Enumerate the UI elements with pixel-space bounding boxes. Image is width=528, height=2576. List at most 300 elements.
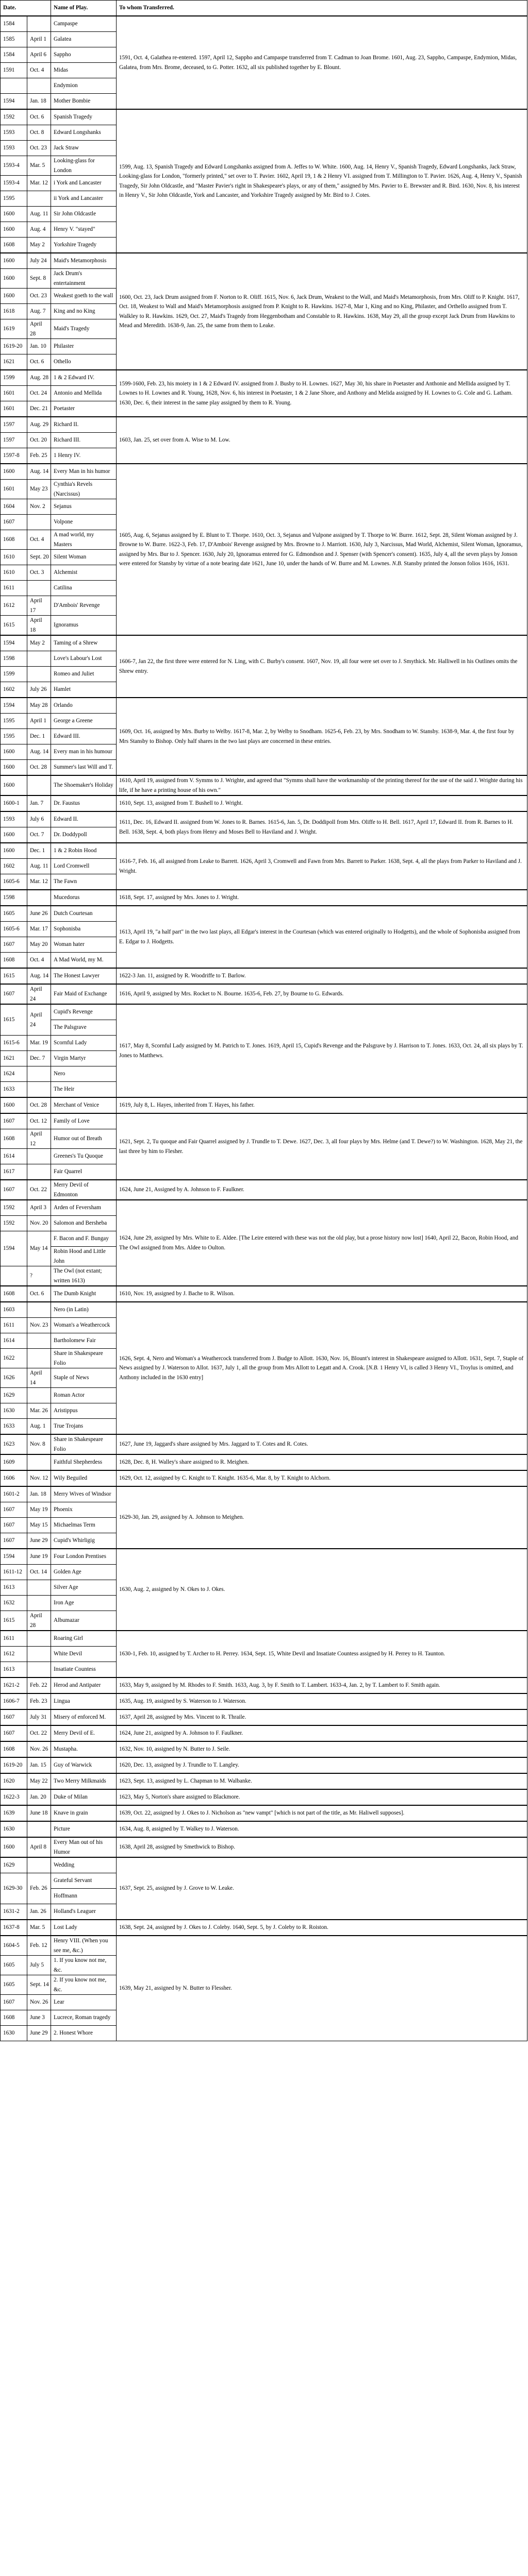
play-name-cell: Sir John Oldcastle: [51, 207, 117, 222]
play-name-cell: Lord Cromwell: [51, 859, 117, 874]
transfer-text: 1639, May 21, assigned by N. Butter to Flessher.: [119, 1985, 232, 1992]
year-cell: 1600: [1, 289, 27, 304]
play-name-cell: Albumazar: [51, 1611, 117, 1631]
year-cell: 1631-2: [1, 1904, 27, 1920]
table-row: [1, 843, 527, 859]
play-name-cell: Merchant of Venice: [51, 1097, 117, 1113]
day-cell: May 2: [27, 635, 51, 651]
year-cell: 1622: [1, 1349, 27, 1368]
transfer-cell: [117, 1631, 527, 1677]
play-name-cell: A Mad World, my M.: [51, 953, 117, 969]
day-cell: Mar. 12: [27, 176, 51, 191]
transfer-text: 1634, Aug. 8, assigned by T. Walkey to J. Waterson.: [119, 1826, 239, 1833]
year-cell: 1633: [1, 1082, 27, 1098]
year-cell: 1607: [1, 937, 27, 953]
day-cell: Nov. 26: [27, 1741, 51, 1757]
transfer-cell: [117, 906, 527, 968]
play-name-cell: Iron Age: [51, 1596, 117, 1611]
table-row: [1, 1097, 527, 1113]
day-cell: April 28: [27, 1611, 51, 1631]
year-cell: 1619-20: [1, 1757, 27, 1773]
play-name-cell: Every man in his humour: [51, 744, 117, 760]
play-name-cell: Virgin Martyr: [51, 1051, 117, 1066]
transfer-cell: [117, 1004, 527, 1097]
table-row: [1, 1434, 527, 1454]
day-cell: Aug. 14: [27, 968, 51, 984]
year-cell: 1607: [1, 1180, 27, 1200]
day-cell: April 12: [27, 1129, 51, 1149]
day-cell: May 14: [27, 1231, 51, 1266]
year-cell: 1597-8: [1, 448, 27, 464]
year-cell: 1600: [1, 269, 27, 289]
year-cell: [1, 1266, 27, 1286]
year-cell: 1608: [1, 1129, 27, 1149]
transfer-cell: [117, 1549, 527, 1631]
day-cell: May 28: [27, 698, 51, 714]
day-cell: [27, 1647, 51, 1662]
table-row: [1, 370, 527, 386]
year-cell: 1606: [1, 1470, 27, 1486]
transfer-text: 1611, Dec. 16, Edward II. assigned from W. Jones to R. Barnes. 1615-6, Jan. 5, Dr. Doddipoll from Mrs. Oliffe to H. Bell. 1617, April 17, Edward II. from R. Barnes to H. Bell. 1638, Sept. 4, both plays from Henry and Moses Bell to Haviland and J. Wright.: [119, 819, 514, 835]
day-cell: July 24: [27, 253, 51, 269]
day-cell: Sept. 14: [27, 1975, 51, 1995]
day-cell: [27, 1580, 51, 1596]
day-cell: June 3: [27, 2010, 51, 2026]
year-cell: 1593: [1, 811, 27, 827]
transfer-cell: [117, 417, 527, 464]
table-row: [1, 1837, 527, 1857]
day-cell: [27, 890, 51, 906]
play-name-cell: Wily Beguiled: [51, 1470, 117, 1486]
transfer-text: 1628, Dec. 8, H. Walley's share assigned to R. Meighen.: [119, 1459, 249, 1466]
play-name-cell: Picture: [51, 1821, 117, 1837]
year-cell: 1632: [1, 1596, 27, 1611]
play-name-cell: Misery of enforced M.: [51, 1709, 117, 1725]
day-cell: Jan. 18: [27, 94, 51, 110]
play-name-cell: Catilina: [51, 581, 117, 596]
year-cell: 1600: [1, 775, 27, 795]
year-cell: 1617: [1, 1164, 27, 1180]
play-name-cell: Herod and Antipater: [51, 1677, 117, 1693]
day-cell: [27, 1333, 51, 1349]
year-cell: 1607: [1, 1995, 27, 2010]
transfer-text: 1624, June 29, assigned by Mrs. White to E. Aldee. [The Leire entered with these was not the old play, but a prose history now lost] 1640, April 22, Bacon, Robin Hood, and The Owl assigned from Mrs. Aldee to Oulton.: [119, 1235, 518, 1251]
day-cell: Jan. 10: [27, 339, 51, 354]
year-cell: 1633: [1, 1419, 27, 1435]
play-name-cell: Dr. Faustus: [51, 795, 117, 811]
play-name-cell: Love's Labour's Lost: [51, 651, 117, 667]
transfer-cell: [117, 1837, 527, 1857]
play-name-cell: Arden of Feversham: [51, 1200, 117, 1216]
play-name-cell: Edward Longshanks: [51, 125, 117, 141]
day-cell: Aug. 14: [27, 464, 51, 480]
transfer-cell: [117, 1302, 527, 1434]
year-cell: 1615-6: [1, 1036, 27, 1051]
note-text: 1 Henry VI, is called 3 Henry VI., Troylus is omitted, and Anthony included in the 1630 entry]: [119, 1365, 514, 1381]
year-cell: 1613: [1, 1662, 27, 1678]
year-cell: 1607: [1, 1518, 27, 1533]
play-name-cell: Phoenix: [51, 1502, 117, 1518]
year-cell: 1621: [1, 1051, 27, 1066]
day-cell: [27, 1454, 51, 1470]
transfer-text: 1629-30, Jan. 29, assigned by A. Johnson to Meighen.: [119, 1514, 244, 1521]
day-cell: Oct. 4: [27, 953, 51, 969]
play-name-cell: F. Bacon and F. Bungay: [51, 1231, 117, 1247]
year-cell: 1599: [1, 370, 27, 386]
table-row: [1, 1486, 527, 1502]
play-name-cell: Woman hater: [51, 937, 117, 953]
transfer-text: 1613, April 19, "a half part" in the two last plays, all Edgar's interest in the Courtesan (which was entered originally to Hodgetts), and the whole of Sophonisba assigned from E. Edgar to J. Hodgetts.: [119, 929, 520, 945]
year-cell: 1607: [1, 515, 27, 530]
play-name-cell: Nero (in Latin): [51, 1302, 117, 1318]
day-cell: [27, 1066, 51, 1082]
year-cell: 1607: [1, 1113, 27, 1129]
year-cell: 1593-4: [1, 176, 27, 191]
transfer-text: 1610, Nov. 19, assigned by J. Bache to R. Wilson.: [119, 1291, 235, 1297]
day-cell: [27, 1302, 51, 1318]
transfer-cell: [117, 1920, 527, 1936]
day-cell: June 19: [27, 1549, 51, 1565]
day-cell: July 31: [27, 1709, 51, 1725]
transfer-text: 1621, Sept. 2, Tu quoque and Fair Quarrel assigned by J. Trundle to T. Dewe. 1627, Dec. 3, all four plays by Mrs. Helme (and T. Dewe?) to W. Washington. 1628, May 21, the last three by him to Flesher.: [119, 1139, 523, 1155]
day-cell: Jan. 18: [27, 1486, 51, 1502]
year-cell: 1600: [1, 207, 27, 222]
year-cell: 1597: [1, 433, 27, 448]
day-cell: July 6: [27, 811, 51, 827]
play-name-cell: Yorkshire Tragedy: [51, 238, 117, 253]
play-name-cell: Silent Woman: [51, 550, 117, 565]
day-cell: Jan. 15: [27, 1757, 51, 1773]
year-cell: 1607: [1, 1502, 27, 1518]
year-cell: 1600: [1, 1097, 27, 1113]
transfer-cell: [117, 253, 527, 370]
year-cell: 1593: [1, 141, 27, 156]
year-cell: 1598: [1, 890, 27, 906]
transfer-text: 1605, Aug. 6, Sejanus assigned by E. Blunt to T. Thorpe. 1610, Oct. 3, Sejanus and Vulpone assigned by T. Thorpe to W. Burre. 1612, Sept. 28, Silent Woman assigned by J. Browne to W. Burre. 1622-3, Feb. 17, D'Ambois' Revenge assigned by Mrs. Browne to J. Marriott. 1630, July 3, Narcissus, Mad World, Alchemist, Silent Woman, Ignoramus, assigned by Mrs. Bur to J. Spencer. 1630, July 20, Ignoramus entered for G. Edmondson and J. Spenser (with Spencer's consent). 1635, July 4, all the seven plays by Jonson were entered for Stansby by virtue of a note bearing date 1621, June 10, under the hands of W. Burre and M. Lownes.: [119, 532, 523, 567]
transfer-text: 1599, Aug. 13, Spanish Tragedy and Edward Longshanks assigned from A. Jeffes to W. White. 1600, Aug. 14, Henry V., Spanish Tragedy, Edward Longshanks, Jack Straw, Looking-glass for London, "formerly printed," set over to T. Pavier. 1602, April 19, 1 & 2 Henry VI. assigned from T. Millington to T. Pavier. 1626, Aug. 4, Henry V., Spanish Tragedy, Sir John Oldcastle, and "Master Pavier's right in Shakespeare's plays, or any of them," assigned by Mrs. Pavier to E. Brewster and R. Bird. 1630, Nov. 8, his interest in Henry V., Sir John Oldcastle, York and Lancaster, and Yorkshire Tragedy assigned by Mr. Bird to J. Cotes.: [119, 163, 522, 198]
day-cell: Oct. 12: [27, 1113, 51, 1129]
day-cell: Sept. 20: [27, 550, 51, 565]
transfer-text: 1639, Oct. 22, assigned by J. Okes to J. Nicholson as "new vampt" [which is not part of the title, as Mr. Haliwell supposes].: [119, 1810, 405, 1817]
year-cell: 1608: [1, 1286, 27, 1302]
day-cell: Oct. 28: [27, 760, 51, 776]
day-cell: [27, 1857, 51, 1873]
play-name-cell: Cupid's Revenge: [51, 1004, 117, 1020]
play-name-cell: Aristippus: [51, 1403, 117, 1419]
transfer-text: 1606-7, Jan 22, the first three were entered for N. Ling, with C. Burby's consent. 1607, Nov. 19, all four were set over to J. Smythick. Mr. Halliwell in his Outlines omits the Shrew entry.: [119, 658, 518, 674]
play-name-cell: Edward III.: [51, 729, 117, 744]
header-to-whom-transferred: To whom Transferred.: [117, 1, 527, 16]
year-cell: 1607: [1, 1533, 27, 1549]
play-name-cell: Bartholomew Fair: [51, 1333, 117, 1349]
year-cell: 1604: [1, 499, 27, 515]
table-row: [1, 1113, 527, 1129]
year-cell: 1608: [1, 238, 27, 253]
year-cell: 1624: [1, 1066, 27, 1082]
transfer-cell: [117, 1757, 527, 1773]
year-cell: 1597: [1, 417, 27, 433]
day-cell: Oct. 22: [27, 1725, 51, 1741]
day-cell: Nov. 12: [27, 1470, 51, 1486]
year-cell: 1629-30: [1, 1873, 27, 1904]
play-name-cell: Every Man out of his Humor: [51, 1837, 117, 1857]
table-row: [1, 906, 527, 922]
year-cell: 1615: [1, 968, 27, 984]
year-cell: 1613: [1, 1580, 27, 1596]
day-cell: Jan. 7: [27, 795, 51, 811]
play-name-cell: Sappho: [51, 47, 117, 63]
play-name-cell: Mucedorus: [51, 890, 117, 906]
transfer-cell: [117, 843, 527, 890]
day-cell: April 24: [27, 984, 51, 1004]
play-name-cell: The Palsgrave: [51, 1020, 117, 1036]
transfer-cell: [117, 775, 527, 795]
table-row: [1, 253, 527, 269]
transfer-text: 1638, Sept. 24, assigned by J. Okes to J. Coleby. 1640, Sept. 5, by J. Coleby to R. Roiston.: [119, 1924, 328, 1931]
play-name-cell: Sejanus: [51, 499, 117, 515]
year-cell: 1618: [1, 304, 27, 319]
play-name-cell: Roman Actor: [51, 1388, 117, 1403]
play-name-cell: 1 Henry IV.: [51, 448, 117, 464]
day-cell: Mar. 12: [27, 874, 51, 890]
year-cell: 1600: [1, 744, 27, 760]
day-cell: June 29: [27, 1533, 51, 1549]
year-cell: 1622-3: [1, 1789, 27, 1805]
play-name-cell: Maid's Metamorphosis: [51, 253, 117, 269]
table-row: [1, 1180, 527, 1200]
transfer-cell: [117, 1857, 527, 1920]
day-cell: Feb. 22: [27, 1677, 51, 1693]
play-name-cell: Lear: [51, 1995, 117, 2010]
play-name-cell: Knave in grain: [51, 1805, 117, 1821]
table-row: [1, 1693, 527, 1709]
day-cell: May 22: [27, 1773, 51, 1789]
table-row: [1, 968, 527, 984]
transfer-cell: [117, 984, 527, 1004]
day-cell: [27, 1662, 51, 1678]
table-row: [1, 890, 527, 906]
day-cell: Nov. 26: [27, 1995, 51, 2010]
year-cell: 1595: [1, 714, 27, 729]
day-cell: Oct. 6: [27, 109, 51, 125]
day-cell: [27, 1149, 51, 1164]
transfer-cell: [117, 1097, 527, 1113]
transfer-cell: [117, 1486, 527, 1549]
play-name-cell: Orlando: [51, 698, 117, 714]
transfer-text: 1629, Oct. 12, assigned by C. Knight to T. Knight. 1635-6, Mar. 8, by T. Knight to Alchorn.: [119, 1475, 331, 1482]
year-cell: 1591: [1, 63, 27, 78]
day-cell: Mar. 19: [27, 1036, 51, 1051]
year-cell: 1601: [1, 480, 27, 499]
year-cell: 1603: [1, 1302, 27, 1318]
day-cell: [27, 515, 51, 530]
play-name-cell: 2. Honest Whore: [51, 2026, 117, 2041]
table-row: [1, 1454, 527, 1470]
year-cell: 1594: [1, 635, 27, 651]
year-cell: 1593: [1, 125, 27, 141]
year-cell: 1608: [1, 1741, 27, 1757]
transfer-text: 1591, Oct. 4, Galathea re-entered. 1597, April 12, Sappho and Campaspe transferred from T. Cadman to Joan Brome. 1601, Aug. 23, Sappho, Campaspe, Endymion, Midas, Galatea, from Mrs. Brome, deceased, to G. Potter. 1632, all six published together by E. Blount.: [119, 55, 517, 71]
play-name-cell: Nero: [51, 1066, 117, 1082]
year-cell: 1585: [1, 32, 27, 47]
play-name-cell: Two Merry Milkmaids: [51, 1773, 117, 1789]
play-name-cell: A mad world, my Masters: [51, 530, 117, 550]
play-name-cell: 1 & 2 Edward IV.: [51, 370, 117, 386]
year-cell: 1605: [1, 1956, 27, 1975]
day-cell: Aug. 1: [27, 1419, 51, 1435]
play-name-cell: Spanish Tragedy: [51, 109, 117, 125]
play-name-cell: D'Ambois' Revenge: [51, 596, 117, 616]
table-row: [1, 811, 527, 827]
transfer-cell: [117, 1434, 527, 1454]
day-cell: Aug. 28: [27, 370, 51, 386]
transfer-text: 1632, Nov. 10, assigned by N. Butter to J. Seile.: [119, 1746, 230, 1753]
play-name-cell: Silver Age: [51, 1580, 117, 1596]
play-name-cell: Lucrece, Roman tragedy: [51, 2010, 117, 2026]
year-cell: [1, 78, 27, 94]
play-name-cell: Merry Devil of Edmonton: [51, 1180, 117, 1200]
transfer-text: 1624, June 21, Assigned by A. Johnson to F. Faulkner.: [119, 1187, 244, 1193]
play-name-cell: The Shoemaker's Holiday: [51, 775, 117, 795]
year-cell: 1600: [1, 843, 27, 859]
year-cell: 1584: [1, 47, 27, 63]
day-cell: April 14: [27, 1368, 51, 1388]
play-name-cell: Hoffmann: [51, 1889, 117, 1904]
header-date: Date.: [1, 1, 51, 16]
play-name-cell: Insatiate Countess: [51, 1662, 117, 1678]
play-name-cell: The Fawn: [51, 874, 117, 890]
transfer-cell: [117, 1821, 527, 1837]
transfer-cell: [117, 1741, 527, 1757]
table-row: [1, 1631, 527, 1647]
play-name-cell: Merry Wives of Windsor: [51, 1486, 117, 1502]
play-name-cell: Volpone: [51, 515, 117, 530]
play-name-cell: Share in Shakespeare Folio: [51, 1434, 117, 1454]
transfer-text: 1633, May 9, assigned by M. Rhodes to F. Smith. 1633, Aug. 3, by F. Smith to T. Lambert. 1633-4, Jan. 2, by T. Lambert to F. Smith again.: [119, 1682, 440, 1689]
table-row: [1, 1805, 527, 1821]
play-name-cell: Looking-glass for London: [51, 156, 117, 176]
play-name-cell: King and no King: [51, 304, 117, 319]
play-name-cell: Poetaster: [51, 401, 117, 417]
transfer-cell: [117, 1773, 527, 1789]
transfer-cell: [117, 811, 527, 843]
play-name-cell: Richard III.: [51, 433, 117, 448]
transfer-text: 1617, May 8, Scornful Lady assigned by M. Patrich to T. Jones. 1619, April 15, Cupid's Revenge and the Palsgrave by J. Harrison to T. Jones. 1633, Oct. 24, all six plays by T. Jones to Matthews.: [119, 1043, 523, 1059]
year-cell: 1605-6: [1, 922, 27, 937]
day-cell: [27, 1164, 51, 1180]
table-row: [1, 795, 527, 811]
table-row: [1, 1821, 527, 1837]
day-cell: Oct. 28: [27, 1097, 51, 1113]
transfer-text: 1624, June 21, assigned by A. Johnson to F. Faulkner.: [119, 1730, 243, 1737]
play-name-cell: Romeo and Juliet: [51, 667, 117, 682]
transfer-text: 1616, April 9, assigned by Mrs. Rocket to N. Bourne. 1635-6, Feb. 27, by Bourne to G. Edwards.: [119, 991, 344, 997]
table-row: [1, 1286, 527, 1302]
day-cell: Mar. 5: [27, 156, 51, 176]
table-row: [1, 635, 527, 651]
table-row: [1, 1302, 527, 1318]
day-cell: [27, 1596, 51, 1611]
play-name-cell: Alchemist: [51, 565, 117, 581]
transfer-text: 1630-1, Feb. 10, assigned by T. Archer to H. Perrey. 1634, Sept. 15, White Devil and Insatiate Countess assigned by H. Perrey to H. Taunton.: [119, 1651, 446, 1657]
year-cell: 1600-1: [1, 795, 27, 811]
year-cell: 1598: [1, 651, 27, 667]
year-cell: 1630: [1, 1821, 27, 1837]
transfer-text: 1618, Sept. 17, assigned by Mrs. Jones to J. Wright.: [119, 894, 239, 901]
day-cell: Jan. 20: [27, 1789, 51, 1805]
day-cell: [27, 581, 51, 596]
transfer-text: 1635, Aug. 19, assigned by S. Waterson to J. Waterson.: [119, 1698, 246, 1705]
transfer-text: 1623, May 5, Norton's share assigned to Blackmore.: [119, 1794, 240, 1801]
year-cell: 1611-12: [1, 1565, 27, 1580]
transfer-cell: [117, 464, 527, 635]
transfer-text: 1637, Sept. 25, assigned by J. Grove to W. Leake.: [119, 1885, 234, 1892]
play-name-cell: Four London Prentises: [51, 1549, 117, 1565]
table-row: [1, 984, 527, 1004]
year-cell: 1594: [1, 698, 27, 714]
play-name-cell: Robin Hood and Little John: [51, 1247, 117, 1266]
year-cell: 1601-2: [1, 1486, 27, 1502]
year-cell: 1614: [1, 1333, 27, 1349]
play-name-cell: True Trojans: [51, 1419, 117, 1435]
play-name-cell: Merry Devil of E.: [51, 1725, 117, 1741]
table-row: [1, 1709, 527, 1725]
play-name-cell: Golden Age: [51, 1565, 117, 1580]
day-cell: Oct. 23: [27, 141, 51, 156]
play-name-cell: Share in Shakespeare Folio: [51, 1349, 117, 1368]
play-name-cell: Fair Maid of Exchange: [51, 984, 117, 1004]
year-cell: 1593-4: [1, 156, 27, 176]
day-cell: July 26: [27, 682, 51, 698]
day-cell: Oct. 6: [27, 354, 51, 370]
day-cell: May 23: [27, 480, 51, 499]
transfer-cell: [117, 890, 527, 906]
play-name-cell: Holland's Leaguer: [51, 1904, 117, 1920]
year-cell: 1584: [1, 16, 27, 32]
year-cell: 1605: [1, 906, 27, 922]
play-name-cell: Grateful Servant: [51, 1873, 117, 1889]
day-cell: Dec. 7: [27, 1051, 51, 1066]
day-cell: June 26: [27, 906, 51, 922]
year-cell: 1615: [1, 616, 27, 636]
table-row: [1, 1773, 527, 1789]
transfer-cell: [117, 1470, 527, 1486]
transfer-text: 1620, Dec. 13, assigned by J. Trundle to T. Langley.: [119, 1762, 239, 1769]
table-row: [1, 16, 527, 32]
play-name-cell: 1. If you know not me, &c.: [51, 1956, 117, 1975]
year-cell: 1623: [1, 1434, 27, 1454]
play-name-cell: Taming of a Shrew: [51, 635, 117, 651]
year-cell: 1607: [1, 1709, 27, 1725]
transfer-cell: [117, 1725, 527, 1741]
day-cell: [27, 651, 51, 667]
play-name-cell: The Owl (not extant; written 1613): [51, 1266, 117, 1286]
year-cell: 1607: [1, 1725, 27, 1741]
header-row: [1, 1, 527, 16]
day-cell: Oct. 4: [27, 63, 51, 78]
play-name-cell: Woman's a Weathercock: [51, 1318, 117, 1333]
day-cell: April 3: [27, 1200, 51, 1216]
play-name-cell: Endymion: [51, 78, 117, 94]
year-cell: 1594: [1, 1231, 27, 1266]
play-name-cell: Dutch Courtesan: [51, 906, 117, 922]
year-cell: 1605: [1, 1975, 27, 1995]
play-name-cell: Henry VIII. (When you see me, &c.): [51, 1936, 117, 1956]
day-cell: Nov. 8: [27, 1434, 51, 1454]
transfer-cell: [117, 1113, 527, 1180]
play-name-cell: White Devil: [51, 1647, 117, 1662]
transfer-text: 1619, July 8, L. Hayes, inherited from T. Hayes, his father.: [119, 1102, 255, 1109]
